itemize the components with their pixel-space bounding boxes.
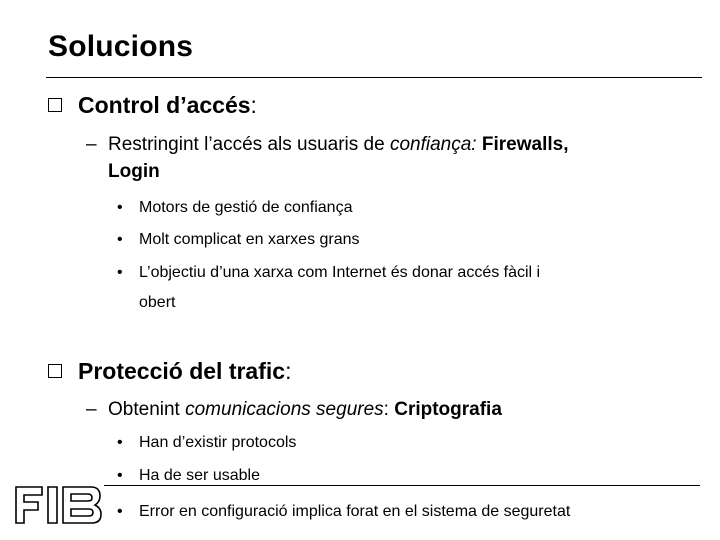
bullet-item <box>117 497 677 527</box>
dot-bullet: • <box>117 434 123 451</box>
dot-bullet: • <box>117 231 123 248</box>
subpoint-text: Restringint l’accés als usuaris de <box>108 134 390 155</box>
subpoint-bold-continuation: Login <box>108 161 160 182</box>
square-bullet-icon <box>48 364 62 378</box>
title-divider <box>46 77 702 78</box>
dot-bullet: • <box>117 199 123 216</box>
subpoint-italic: comunicacions segures <box>185 399 384 420</box>
bullet-text: Ha de ser usable <box>139 467 260 484</box>
bullet-item <box>117 225 677 255</box>
dot-bullet: • <box>117 264 123 281</box>
bullet-text: Molt complicat en xarxes grans <box>139 231 360 248</box>
section-heading-traffic-protection <box>48 358 291 385</box>
dot-bullet: • <box>117 503 123 520</box>
heading-colon: : <box>285 358 292 384</box>
footer-divider <box>104 485 700 486</box>
section-heading-access-control <box>48 92 257 119</box>
slide-title: Solucions <box>48 30 194 63</box>
heading-colon: : <box>250 92 257 118</box>
subpoint-secure-communications <box>86 396 696 423</box>
fib-logo <box>14 485 104 525</box>
subpoint-restricting-access <box>86 131 696 185</box>
subpoint-colon: : <box>383 399 395 420</box>
subpoint-text: Obtenint <box>108 399 186 420</box>
subpoint-bold: Firewalls, <box>476 134 569 155</box>
bullet-text: L’objectiu d’una xarxa com Internet és donar accés fàcil i <box>139 264 541 281</box>
bullet-item <box>117 461 677 491</box>
dot-bullet: • <box>117 467 123 484</box>
bullet-text: Han d’existir protocols <box>139 434 297 451</box>
bullet-text: Motors de gestió de confiança <box>139 199 353 216</box>
heading-text: Control d’accés <box>78 92 251 118</box>
bullet-text: Error en configuració implica forat en el sistema de seguretat <box>139 503 571 520</box>
subpoint-italic: confiança: <box>389 134 477 155</box>
bullet-text-continuation: obert <box>139 294 176 311</box>
square-bullet-icon <box>48 98 62 112</box>
heading-text: Protecció del trafic <box>78 358 286 384</box>
subpoint-bold: Criptografia <box>394 399 502 420</box>
bullet-item <box>117 428 677 458</box>
bullet-item <box>117 258 677 318</box>
dash-bullet: – <box>86 134 97 155</box>
bullet-item <box>117 193 677 223</box>
dash-bullet: – <box>86 399 97 420</box>
